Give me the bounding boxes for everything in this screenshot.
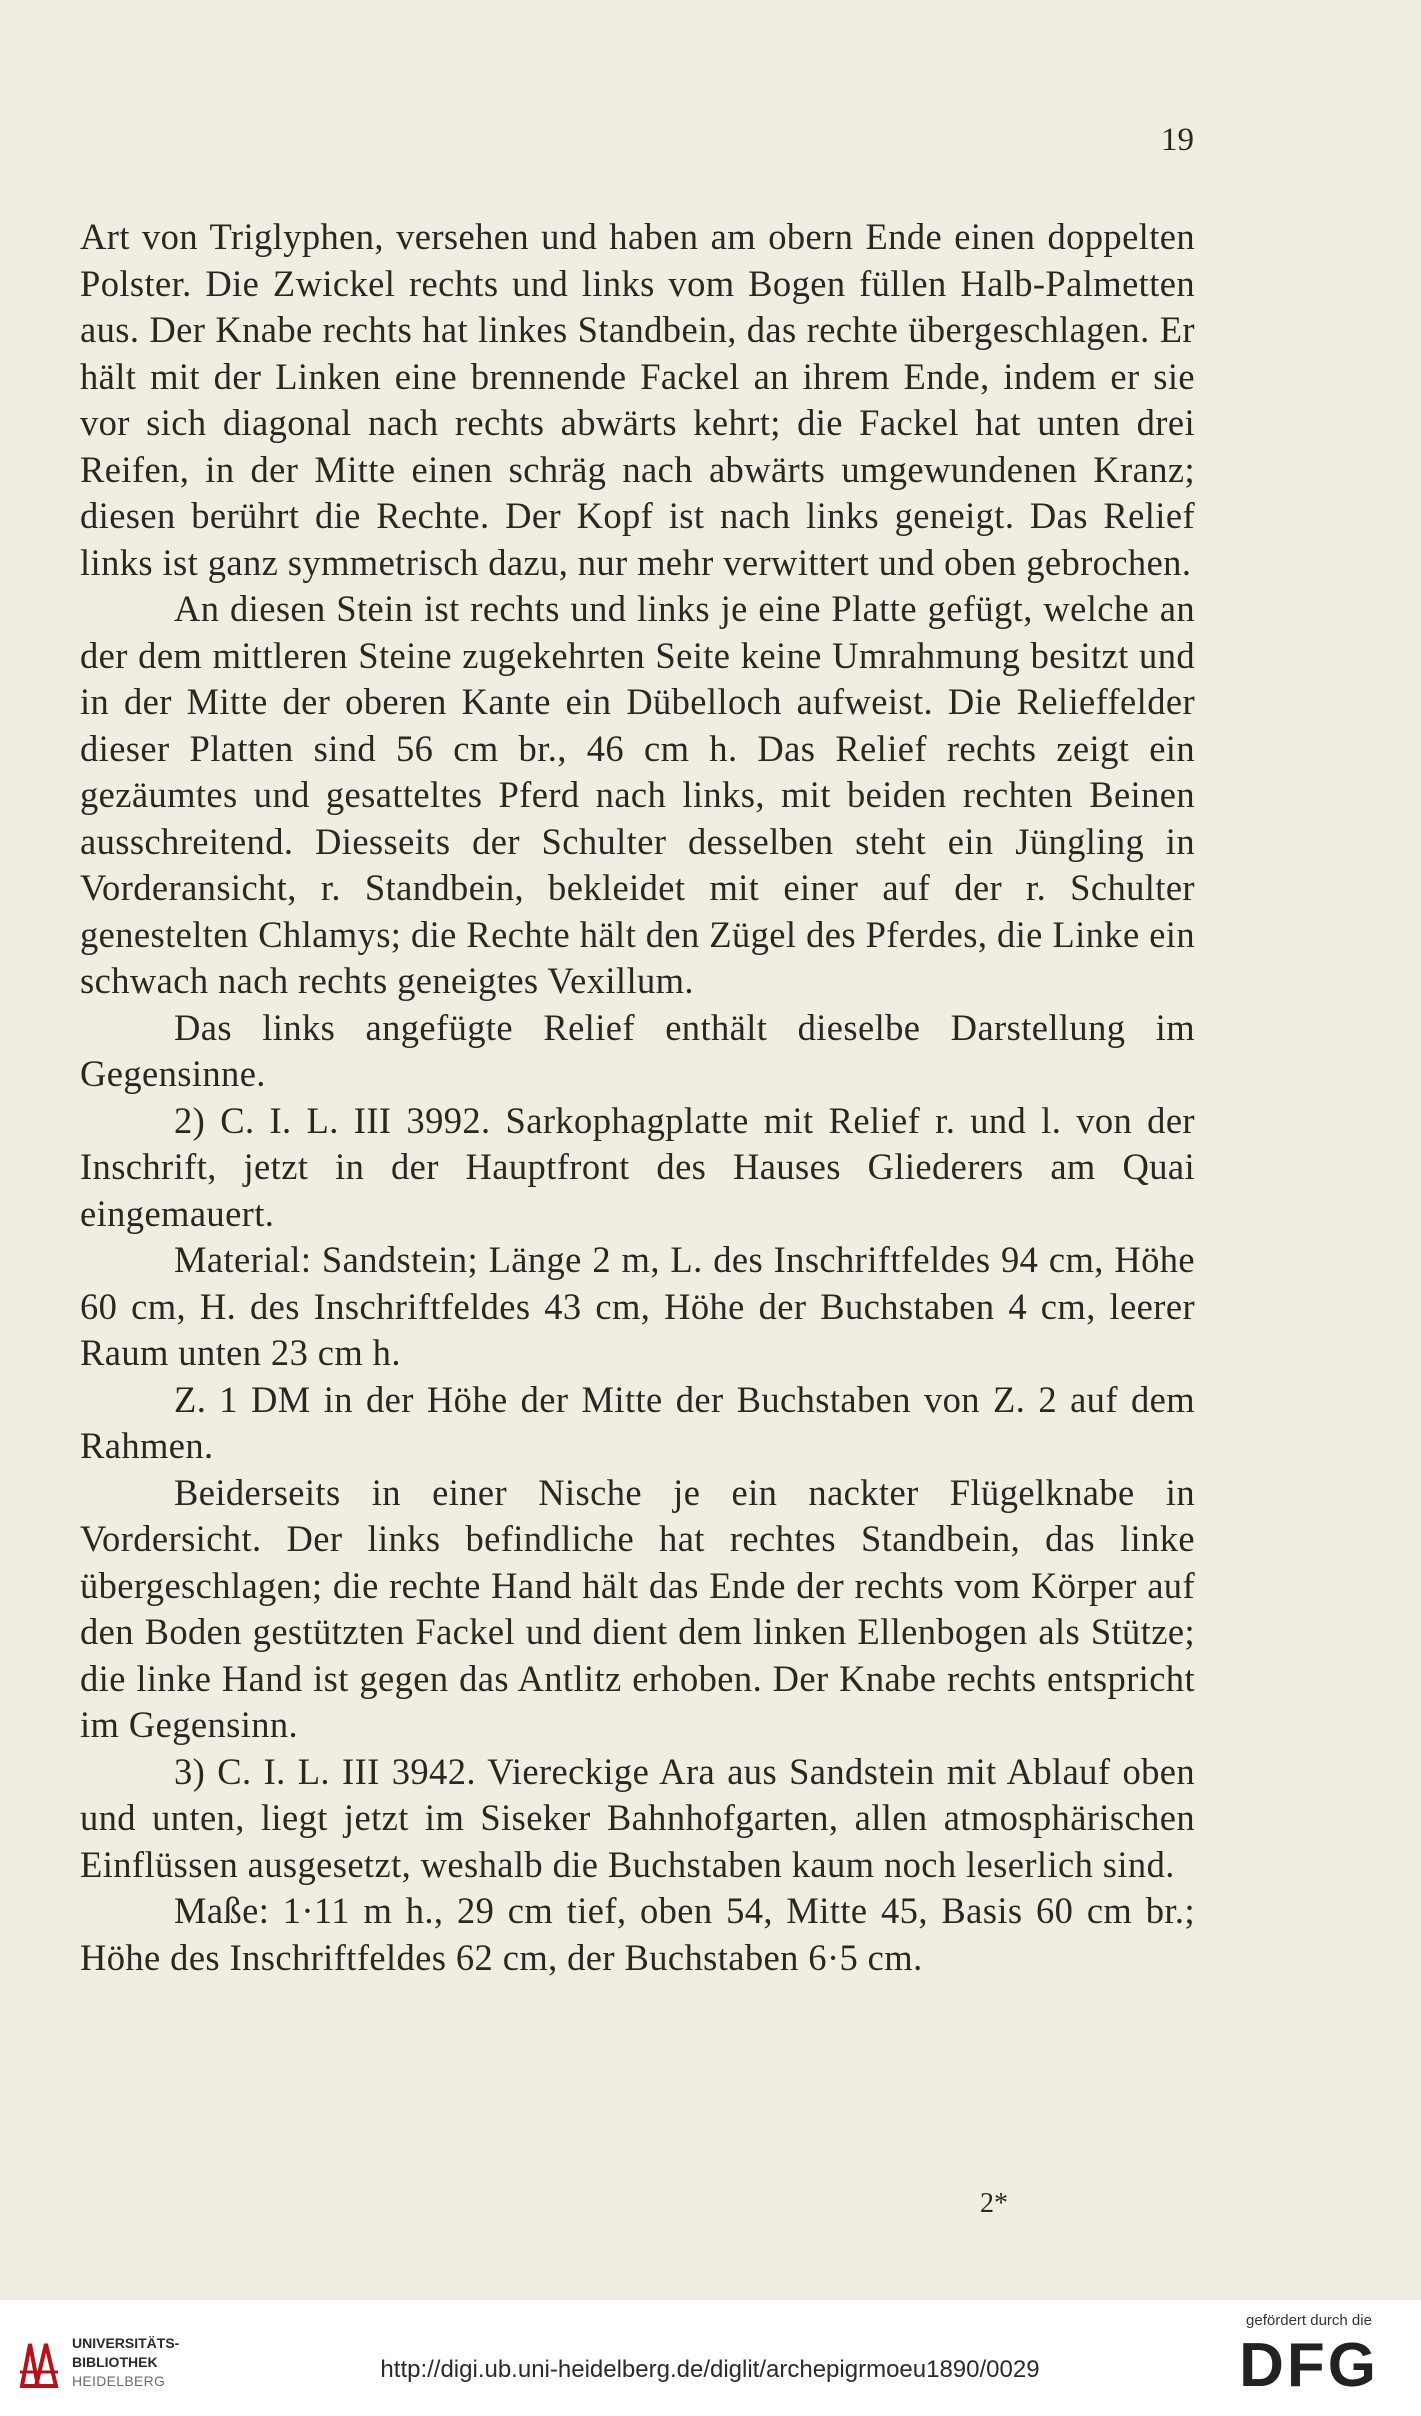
paragraph: Maße: 1·11 m h., 29 cm tief, oben 54, Mitte 45, Basis 60 cm br.; Höhe des Inschriftfeldes 62 cm, der Buchstaben 6·5 cm. bbox=[80, 1890, 1195, 1978]
heidelberg-library-logo-icon bbox=[16, 2336, 62, 2392]
paragraph: Beiderseits in einer Nische je ein nackter Flügelknabe in Vordersicht. Der links befindliche hat rechtes Standbein, das linke übergeschlagen; die rechte Hand hält das Ende der rechts vom Körper auf den Boden gestützten Fackel und dient dem linken Ellenbogen als Stütze; die linke Hand ist gegen das Antlitz erhoben. Der Knabe rechts entspricht im Gegensinn. bbox=[80, 1471, 1195, 1745]
paragraph: Das links angefügte Relief enthält dieselbe Darstellung im Gegensinne. bbox=[80, 1006, 1195, 1094]
signature-mark: 2* bbox=[980, 2188, 1008, 2219]
body-text bbox=[80, 214, 1195, 1981]
paragraph: 2) C. I. L. III 3992. Sarkophagplatte mit Relief r. und l. von der Inschrift, jetzt in der Hauptfront des Hauses Gliederers am Quai eingemauert. bbox=[80, 1099, 1195, 1234]
permalink-url[interactable]: http://digi.ub.uni-heidelberg.de/diglit/archepigrmoeu1890/0029 bbox=[380, 2356, 1040, 2383]
paragraph: Material: Sandstein; Länge 2 m, L. des Inschriftfeldes 94 cm, Höhe 60 cm, H. des Inschriftfeldes 43 cm, Höhe der Buchstaben 4 cm, leerer Raum unten 23 cm h. bbox=[80, 1239, 1195, 1373]
library-name-line3: HEIDELBERG bbox=[72, 2373, 166, 2389]
paragraph: Z. 1 DM in der Höhe der Mitte der Buchstaben von Z. 2 auf dem Rahmen. bbox=[80, 1378, 1195, 1466]
dfg-logo: DFG bbox=[1239, 2331, 1379, 2400]
paragraph: Art von Triglyphen, versehen und haben am obern Ende einen doppelten Polster. Die Zwickel rechts und links vom Bogen füllen Halb-Palmetten aus. Der Knabe rechts hat linkes Standbein, das rechte übergeschlagen. Er hält mit der Linken eine brennende Fackel an ihrem Ende, indem er sie vor sich diagonal nach rechts abwärts kehrt; die Fackel hat unten drei Reifen, in der Mitte einen schräg nach abwärts umgewundenen Kranz; diesen berührt die Rechte. Der Kopf ist nach links geneigt. Das Relief links ist ganz symmetrisch dazu, nur mehr verwittert und oben gebrochen. bbox=[80, 216, 1195, 583]
footer-bar bbox=[0, 2300, 1421, 2416]
page-number: 19 bbox=[1161, 122, 1194, 158]
library-name-line1: UNIVERSITÄTS- bbox=[72, 2335, 180, 2351]
dfg-caption: gefördert durch die bbox=[1246, 2312, 1372, 2329]
paragraph: 3) C. I. L. III 3942. Viereckige Ara aus Sandstein mit Ablauf oben und unten, liegt jetzt im Siseker Bahnhofgarten, allen atmosphärischen Einflüssen ausgesetzt, weshalb die Buchstaben kaum noch leserlich sind. bbox=[80, 1750, 1195, 1885]
paragraph: An diesen Stein ist rechts und links je eine Platte gefügt, welche an der dem mittleren Steine zugekehrten Seite keine Umrahmung besitzt und in der Mitte der oberen Kante ein Dübelloch aufweist. Die Relieffelder dieser Platten sind 56 cm br., 46 cm h. Das Relief rechts zeigt ein gezäumtes und gesatteltes Pferd nach links, mit beiden rechten Beinen ausschreitend. Diesseits der Schulter desselben steht ein Jüngling in Vorderansicht, r. Standbein, bekleidet mit einer auf der r. Schulter genestelten Chlamys; die Rechte hält den Zügel des Pferdes, die Linke ein schwach nach rechts geneigtes Vexillum. bbox=[80, 588, 1195, 1001]
library-logo[interactable] bbox=[16, 2330, 206, 2400]
library-name-line2: BIBLIOTHEK bbox=[72, 2354, 158, 2370]
dfg-logo-block[interactable] bbox=[1219, 2312, 1399, 2399]
